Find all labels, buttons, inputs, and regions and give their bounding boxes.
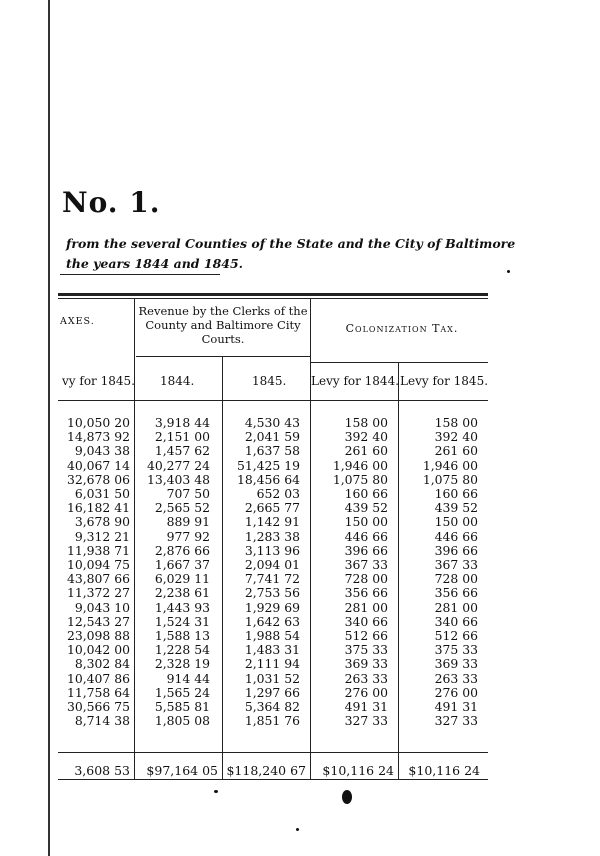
table-cell: 3,918 44 — [154, 415, 210, 430]
table-cell: 1,075 80 — [332, 471, 388, 487]
table-cell: 51,425 19 — [236, 457, 300, 473]
table-cell: 1,637 58 — [244, 443, 300, 459]
table-cell: 5,585 81 — [154, 699, 210, 715]
table-cell: 8,302 84 — [74, 656, 130, 672]
table-cell: 13,403 48 — [146, 471, 210, 487]
table-cell: 11,372 27 — [66, 585, 130, 601]
table-cell: 340 66 — [434, 613, 478, 629]
header-divider-colon — [310, 362, 488, 363]
table-cell: 9,043 10 — [74, 599, 130, 615]
table-cell: 2,041 59 — [244, 429, 300, 445]
col-divider-3 — [310, 298, 311, 780]
table-cell: 367 33 — [344, 557, 388, 573]
table-cell: 6,029 11 — [154, 571, 210, 587]
table-cell: 150 00 — [344, 514, 388, 530]
header-clerks-revenue: Revenue by the Clerks of the County and Baltimore City Courts. — [138, 304, 308, 346]
header-colonization-tax: Colonization Tax. — [345, 322, 459, 335]
table-cell: 369 33 — [344, 656, 388, 672]
table-cell: 728 00 — [344, 571, 388, 587]
table-cell: 356 66 — [434, 585, 478, 601]
table-cell: 1,075 80 — [422, 471, 478, 487]
page-title: No. 1. — [62, 186, 161, 219]
table-cell: 40,067 14 — [66, 457, 130, 473]
totals-top-rule — [58, 752, 488, 753]
table-cell: 2,094 01 — [244, 557, 300, 573]
table-cell: 6,031 50 — [74, 486, 130, 502]
header-taxes: AXES. — [60, 316, 95, 327]
table-cell: 512 66 — [344, 628, 388, 644]
table-cell: 160 66 — [344, 486, 388, 502]
table-cell: 1,228 54 — [154, 642, 210, 658]
scan-speck — [214, 790, 218, 793]
table-cell: 158 00 — [434, 415, 478, 430]
table-cell: 11,938 71 — [66, 542, 130, 558]
table-cell: 977 92 — [166, 528, 210, 544]
table-cell: 491 31 — [434, 699, 478, 715]
table-cell: 369 33 — [434, 656, 478, 672]
table-cell: 2,665 77 — [244, 500, 300, 516]
subheader-bottom-rule — [58, 400, 488, 401]
table-cell: 396 66 — [344, 542, 388, 558]
table-cell: 10,050 20 — [66, 415, 130, 430]
subheader-clerks-1844: 1844. — [160, 374, 195, 388]
table-cell: 281 00 — [344, 599, 388, 615]
table-cell: 8,714 38 — [74, 713, 130, 729]
table-cell: 9,043 38 — [74, 443, 130, 459]
total-colon-1844: $10,116 24 — [322, 763, 394, 778]
table-cell: 32,678 06 — [66, 471, 130, 487]
table-cell: 43,807 66 — [66, 571, 130, 587]
table-cell: 439 52 — [434, 500, 478, 516]
table-cell: 1,946 00 — [332, 457, 388, 473]
table-cell: 356 66 — [344, 585, 388, 601]
table-cell: 2,565 52 — [154, 500, 210, 516]
column-clerks-1844 — [138, 416, 210, 728]
table-cell: 263 33 — [434, 670, 478, 686]
scan-blot — [342, 790, 352, 804]
table-cell: 16,182 41 — [66, 500, 130, 516]
header-divider-clerks — [136, 356, 310, 357]
table-cell: 512 66 — [434, 628, 478, 644]
subheader-colon-1845: Levy for 1845. — [400, 374, 489, 388]
table-cell: 30,566 75 — [66, 699, 130, 715]
subheader-taxes-1845: vy for 1845. — [62, 374, 135, 388]
table-cell: 340 66 — [344, 613, 388, 629]
table-cell: 276 00 — [344, 684, 388, 700]
table-cell: 446 66 — [344, 528, 388, 544]
scan-speck — [296, 828, 299, 831]
total-clerks-1844: $97,164 05 — [146, 763, 218, 778]
table-cell: 2,328 19 — [154, 656, 210, 672]
table-cell: 2,111 94 — [244, 656, 300, 672]
table-cell: 367 33 — [434, 557, 478, 573]
table-cell: 375 33 — [434, 642, 478, 658]
total-colon-1845: $10,116 24 — [408, 763, 480, 778]
table-cell: 10,094 75 — [66, 557, 130, 573]
table-cell: 1,297 66 — [244, 684, 300, 700]
table-cell: 1,283 38 — [244, 528, 300, 544]
table-cell: 2,238 61 — [154, 585, 210, 601]
subtitle-rule — [60, 274, 220, 275]
column-taxes-1845 — [58, 416, 130, 728]
column-clerks-1845 — [226, 416, 300, 728]
table-cell: 327 33 — [344, 713, 388, 729]
table-cell: 2,876 66 — [154, 542, 210, 558]
table-cell: 263 33 — [344, 670, 388, 686]
table-cell: 396 66 — [434, 542, 478, 558]
table-cell: 446 66 — [434, 528, 478, 544]
table-cell: 10,042 00 — [66, 642, 130, 658]
table-cell: 439 52 — [344, 500, 388, 516]
table-cell: 40,277 24 — [146, 457, 210, 473]
table-cell: 1,443 93 — [154, 599, 210, 615]
total-taxes-1845: 3,608 53 — [74, 763, 130, 778]
table-cell: 1,929 69 — [244, 599, 300, 615]
col-divider-4 — [398, 363, 399, 780]
subheader-colon-1844: Levy for 1844. — [311, 374, 400, 388]
subtitle-line-1: from the several Counties of the State and the City of Baltimore — [66, 236, 516, 251]
totals-bottom-rule — [58, 779, 488, 780]
table-cell: 261 60 — [434, 443, 478, 459]
scan-speck — [507, 270, 510, 273]
table-cell: 261 60 — [344, 443, 388, 459]
table-cell: 23,098 88 — [66, 628, 130, 644]
table-cell: 276 00 — [434, 684, 478, 700]
col-divider-1 — [134, 298, 135, 780]
table-cell: 3,678 90 — [74, 514, 130, 530]
table-cell: 1,142 91 — [244, 514, 300, 530]
table-cell: 10,407 86 — [66, 670, 130, 686]
table-cell: 281 00 — [434, 599, 478, 615]
table-cell: 327 33 — [434, 713, 478, 729]
table-cell: 652 03 — [256, 486, 300, 502]
table-cell: 392 40 — [344, 429, 388, 445]
subtitle-line-2: the years 1844 and 1845. — [66, 256, 244, 271]
table-cell: 18,456 64 — [236, 471, 300, 487]
col-divider-2 — [222, 357, 223, 780]
table-cell: 150 00 — [434, 514, 478, 530]
table-cell: 5,364 82 — [244, 699, 300, 715]
table-cell: 158 00 — [344, 415, 388, 430]
table-cell: 9,312 21 — [74, 528, 130, 544]
table-cell: 11,758 64 — [66, 684, 130, 700]
table-cell: 1,565 24 — [154, 684, 210, 700]
column-colon-1845 — [400, 416, 478, 728]
table-top-thick-rule — [58, 293, 488, 296]
table-cell: 7,741 72 — [244, 571, 300, 587]
table-cell: 1,031 52 — [244, 670, 300, 686]
table-cell: 1,851 76 — [244, 713, 300, 729]
table-cell: 1,642 63 — [244, 613, 300, 629]
table-cell: 889 91 — [166, 514, 210, 530]
table-cell: 2,151 00 — [154, 429, 210, 445]
table-cell: 1,988 54 — [244, 628, 300, 644]
table-cell: 12,543 27 — [66, 613, 130, 629]
table-cell: 14,873 92 — [66, 429, 130, 445]
table-cell: 707 50 — [166, 486, 210, 502]
subheader-clerks-1845: 1845. — [252, 374, 287, 388]
page-left-edge-line — [48, 0, 50, 856]
table-top-thin-rule — [58, 298, 488, 299]
table-cell: 1,667 37 — [154, 557, 210, 573]
table-cell: 728 00 — [434, 571, 478, 587]
total-clerks-1845: $118,240 67 — [226, 763, 306, 778]
table-cell: 914 44 — [166, 670, 210, 686]
table-cell: 3,113 96 — [244, 542, 300, 558]
table-cell: 1,457 62 — [154, 443, 210, 459]
table-cell: 392 40 — [434, 429, 478, 445]
table-cell: 160 66 — [434, 486, 478, 502]
table-cell: 1,805 08 — [154, 713, 210, 729]
table-cell: 1,946 00 — [422, 457, 478, 473]
column-colon-1844 — [312, 416, 388, 728]
table-cell: 1,483 31 — [244, 642, 300, 658]
table-cell: 491 31 — [344, 699, 388, 715]
table-cell: 4,530 43 — [244, 415, 300, 430]
table-cell: 1,588 13 — [154, 628, 210, 644]
table-cell: 1,524 31 — [154, 613, 210, 629]
table-cell: 375 33 — [344, 642, 388, 658]
table-cell: 2,753 56 — [244, 585, 300, 601]
